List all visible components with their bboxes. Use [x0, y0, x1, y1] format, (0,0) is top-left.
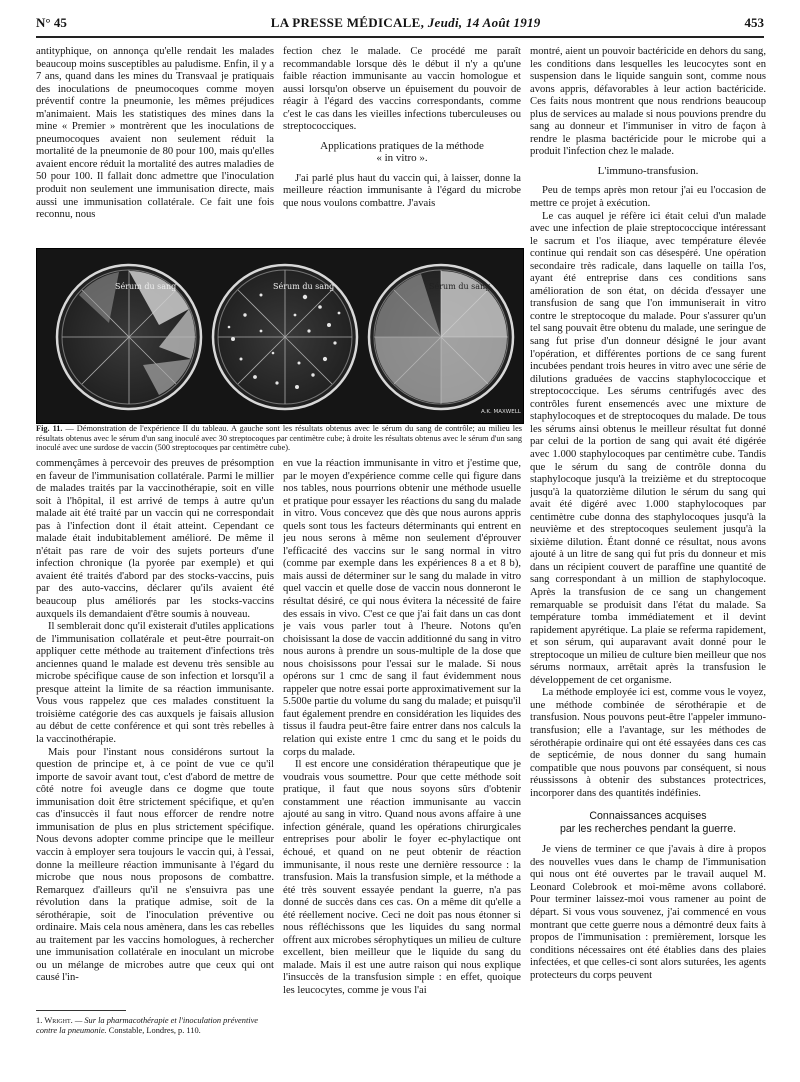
paragraph: J'ai parlé plus haut du vaccin qui, à laisser, donne la meilleure réaction immunisante à l'égard du microbe que nous voulons combattre. J'avais: [283, 172, 521, 210]
petri-plates-illustration: [37, 249, 523, 423]
column-1-bottom: [36, 458, 274, 1003]
footnote-author: Wright.: [44, 1016, 73, 1025]
paragraph: en vue la réaction immunisante in vitro et j'estime que, par le moyen d'expérience comme celle qui figure dans nos tables, nous pourrions obtenir une méthode usuelle et pratique pour essayer les réactions du sang du malade in vitro. Vous concevez que dès que nous aurons appris quels sont tous les facteurs déterminants qui entrent en jeu nous serons à même non seulement d'éprouver l'efficacité des vaccins sur le sang normal in vitro (comme par exemple dans les expériences 8 a et 8 b), mais aussi de déterminer sur le sang du malade in vitro quel vaccin et quelle dose de vaccin nous donneront le résultat désiré, ce qui nous évitera la nécessité de faire des essais in vivo. C'est ce que j'ai fait dans un cas dont je vais vous parler tout à l'heure. Notons qu'en choisissant la dose de vaccin additionné du sang in vitro nous aurons à prendre un sous-multiple de la dose que nous choisissons pour l'essai sur le malade. Si nous opérons sur 1 cmc de sang il faut évidemment nous rappeler que notre essai porte approximativement sur la 5.500e partie du volume du sang du malade; et puisqu'il faut également prendre en considération les liquides des tissus il faudra peut-être faire entrer dans nos calculs la relation qui existe entre 1 cmc du sang et le poids du corps du malade.: [283, 458, 521, 758]
section-heading-immuno-transfusion: L'immuno-transfusion.: [597, 164, 699, 177]
paragraph: Mais pour l'instant nous considérons surtout la question de principe et, à ce point de vue ce qu'il importe de savoir avant tout, c'est d'abord de mettre de côté notre foi aveugle dans ce dogme que toute immunisation doit être strictement spécifique, et qu'en cas d'insuccès il faut nous efforcer de rendre notre immunisation de plus en plus strictement spécifique. Nous devons adopter comme principe que le meilleur vaccin à employer sera toujours le vaccin qui, à l'essai, donne la meilleure réaction immunisante à l'égard du microbe que nous nous proposons de combattre. Remarquez d'ailleurs qu'il ne s'ensuivra pas une révolution dans la pratique admise, soit de la sérothérapie, soit de l'inoculation préventive ou ordinaire. Mais cela nous amènera, dans les cas rebelles au traitement par les vaccins homologues, à rechercher une immunisation collatérale en inoculant un microbe ou un mélange de microbes autre que ceux qui ont causé l'in-: [36, 746, 274, 984]
section-heading-applications: Applications pratiques de la méthode « in vitro ».: [320, 139, 484, 165]
paragraph: antityphique, on annonça qu'elle rendait les malades beaucoup moins susceptibles au paludisme. Enfin, il y a 7 ans, quand dans les mines du Transvaal je pratiquais des inoculations de pneumocoques comme moyen préventif contre la pneumonie, les mêmes préjudices m'animaient. Mais les statistiques des mines dans la mine « Premier » montrèrent que les inoculations de pneumocoques avaient non seulement réduit la mortalité de la pneumonie de 80 pour 100, mais qu'elles avaient encore réduit la mortalité des autres maladies de 50 pour 100. Il fallait donc admettre que l'inoculation produit non seulement une immunisation directe, mais aussi une immunisation collatérale. Ce fait une fois reconnu, nous: [36, 46, 274, 221]
caption-text: — Démonstration de l'expérience II du tableau. A gauche sont les résultats obtenus avec le sérum du sang de contrôle; au milieu les résultats obtenus avec le sérum d'un sang inoculé avec 30 streptocoques par centimètre cube; à droite les résultats obtenus avec le sérum d'un sang inoculé avec une surdose de vaccin (500 streptocoques par centimètre cube).: [36, 424, 522, 453]
column-2-bottom: [283, 458, 521, 1078]
paragraph: fection chez le malade. Ce procédé me paraît recommandable lorsque dès le début il n'y a qu'une faible réaction immunisante au vaccin homologue et aussi lorsqu'on observe un épuisement du pouvoir de réagir à l'égard des vaccins correspondants, comme c'est le cas dans les vieilles infections tuberculeuses ou streptococciques.: [283, 46, 521, 133]
paragraph: Je viens de terminer ce que j'avais à dire à propos des nouvelles vues dans le champ de l'immunisation qui nous ont été ouvertes par le travail auquel M. Leonard Colebrook et moi-même avons collaboré. Pour terminer laissez-moi vous ramener au point de départ. Si vous vous souvenez, j'ai commencé en vous montrant que cette guerre nous a démontré deux faits à propos de l'immunisation : premièrement, lorsque les conditions nécessaires ont été établies dans des plaies infectées, et que celles-ci sont alors suturées, les agents protecteurs du corps peuvent: [530, 844, 766, 981]
paragraph: commençâmes à percevoir des preuves de présomption en faveur de l'immunisation collatérale. Parmi le millier de malades traités par la vaccinothérapie, soit en ville soit à l'hôpital, il est arrivé de temps à autre qu'un malade ait été traité par un vaccin qui ne correspondait pas à l'infection dont il était atteint. Cependant ce malade était indubitablement amélioré. De même il n'était pas rare de voir des sujets porteurs d'une infection chronique (la pyorée par exemple) et qui avaient été traités d'abord par des stocks-vaccins, puis par des auto-vaccins, déclarer qu'ils avaient été beaucoup plus améliorés par les stocks-vaccins auxquels ils demandaient d'être soumis à nouveau.: [36, 458, 274, 620]
header-rule: [36, 36, 764, 38]
paragraph: montré, aient un pouvoir bactéricide en dehors du sang, les conditions dans lesquelles les leucocytes sont en suspension dans le liquide sanguin sont, comme nous avons appris, défavorables à leur action bactéricide. Ces faits nous montrent que nous rendrions beaucoup plus de services au malade si nous pouvions prendre du sang au donneur et l'immuniser in vitro de façon à rendre le plasma bactéricide pour le microbe qui a produit l'infection chez le malade.: [530, 46, 766, 158]
issue-date: Jeudi, 14 Août 1919: [427, 15, 541, 30]
paragraph: La méthode employée ici est, comme vous le voyez, une méthode combinée de sérothérapie et de transfusion. Nous pouvons peut-être l'appeler immuno-transfusion; elle a l'avantage, sur les méthodes de sérothérapie ordinaire qui ont été essayées dans ces cas de septicémie, de nous donner du sang humain compatible que nous pouvons par conséquent, si nous réussissons à obtenir des substances protectrices, incorporer dans des quantités indéfinies.: [530, 687, 766, 799]
plate-control: [57, 265, 201, 409]
figure-11-plates: [36, 248, 524, 424]
plate-label: Sérum du sang: [115, 282, 177, 291]
figure-caption: [36, 424, 522, 453]
journal-title: LA PRESSE MÉDICALE, Jeudi, 14 Août 1919: [270, 15, 541, 30]
paragraph: Peu de temps après mon retour j'ai eu l'occasion de mettre ce projet à exécution.: [530, 185, 766, 210]
footnote-rule: [36, 1010, 126, 1011]
paragraph: Il semblerait donc qu'il existerait d'utiles applications de l'immunisation collatérale et peut-être pourrait-on appliquer cette méthode au traitement d'infections très anciennes quand le malade est devenu très sensible au microbe spécifique cause de son infection et lorsqu'il a presque atteint la limite de sa réaction immunisante. Vous vous rappelez que ces malades constituent la troisième catégorie des cas auxquels je faisais allusion au début de cette conférence et qui sont très rebelles à la vaccinothérapie.: [36, 621, 274, 746]
caption-label: Fig. 11.: [36, 424, 63, 433]
column-2-top: [283, 46, 521, 246]
footnote-publisher: Constable, Londres, p. 110.: [108, 1026, 201, 1035]
paragraph: Le cas auquel je réfère ici était celui d'un malade avec une infection de plaie streptococcique intéressant le sacrum et l'os iliaque, avec température élevée continue qui rendait son cas désespéré. Une opération secondaire très radicale, dans laquelle on tailla l'os, ayant été entreprise dans ces conditions sans amélioration de son état, on décida d'essayer une transfusion de sang que l'on immuniserait in vitro contre le streptocoque du malade. Pour s'assurer qu'un tel sang pouvait être obtenu du malade, une seringue de sang fut prise d'un donneur désigné le jour avant l'opération, et différentes portions de ce sang furent incubées pendant trois heures in vitro avec une série de dilutions graduées de vaccins staphylococcique et streptococcique. Les sérums centrifugés avec des contrôles furent ensemencés avec une mixture de staphylocoques et de streptocoques du malade. De tous les sérums ainsi obtenus le meilleur résultat fut donné par celui de la portion de sang qui avait été digérée avec 1.000 staphylocoques par centimètre cube. Tandis que le sérum du sang de contrôle donna du staphylocoque jusqu'à la treizième et du streptocoque jusqu'à la quatorzième dilution le sérum du sang qui avait été digéré avec 1.000 staphylocoques par centimètre cube donna des staphylocoques jusqu'à la neuvième et des streptocoques seulement jusqu'à la sixième dilution. Étant donné ce résultat, nous avons ajouté à un litre de sang qui fut pris du donneur et mis dans un récipient couvert de paraffine une quantité de sang correspondant à un million de staphylocoque. Après la transfusion de ce sang un changement remarquable se produisit dans l'état du malade. Sa température tomba immédiatement et il devint rapidement apyrétique. La plaie se referma rapidement, et son sérum, qui auparavant avait donné pour le streptocoque un milieu de culture bien meilleur que nos sérums normaux, arrêtait après la transfusion le développement de cet organisme.: [530, 210, 766, 686]
plate-label: Sérum du sang: [429, 282, 491, 291]
footnote-title: — Sur la pharmacothérapie et l'inoculation préventive contre la pneumonie.: [36, 1016, 259, 1035]
issue-number: N° 45: [36, 15, 67, 30]
running-header: [36, 15, 764, 35]
footnote: [36, 1016, 276, 1036]
footnote-number: 1.: [36, 1016, 43, 1025]
section-heading-connaissances: Connaissances acquises par les recherches pendant la guerre.: [559, 810, 737, 836]
column-3: [530, 46, 766, 1076]
column-1-top: [36, 46, 274, 246]
plate-label: Sérum du sang: [273, 282, 335, 291]
page-number: 453: [744, 15, 764, 30]
paragraph: Il est encore une considération thérapeutique que je voudrais vous soumettre. Pour que cette méthode soit pratique, il faut que nous soyons sûrs d'obtenir constamment une réaction immunisante au vaccin ajouté au sang in vitro. Quand nous avons affaire à une infection générale, quand les opérations chirurgicales entreprises pour abolir le foyer ec-phylactique ont échoué, et quand on ne peut obtenir de réaction immunisante, il nous reste une dernière ressource : la transfusion. Mais la transfusion simple, et la méthode a été très souvent essayée pendant la guerre, n'a pas donné de succès dans ces cas. On a même dit qu'elle a été réellement nocive. Ceci ne doit pas nous étonner si nous réfléchissons que les liquides du sang normal offrent aux microbes sérophytiques un milieu de culture excellent, bien meilleur que le liquide du sang du malade. Mais il est une autre raison qui nous explique l'insuccès de la transfusion simple : en effet, quoique les leucocytes, comme je vous l'ai: [283, 759, 521, 996]
plate-inoculated: [213, 265, 357, 409]
artist-signature: A.K. MAXWELL: [481, 409, 521, 415]
